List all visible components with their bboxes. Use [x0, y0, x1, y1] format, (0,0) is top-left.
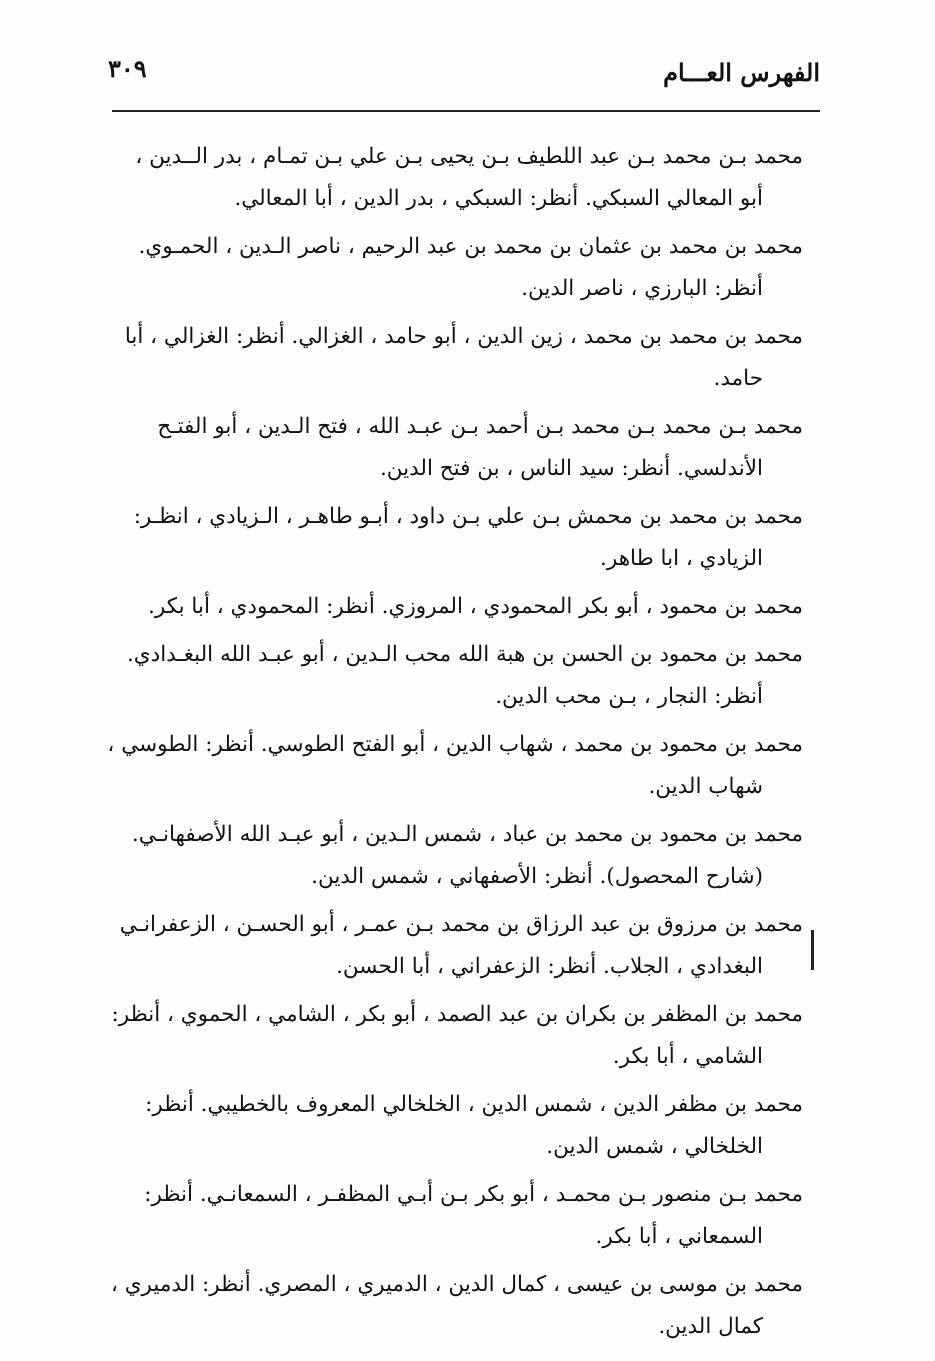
entry-continuation-line: شهاب الدين. — [648, 774, 763, 799]
index-entry — [123, 634, 803, 718]
running-header — [108, 52, 820, 96]
margin-mark — [811, 930, 814, 970]
entry-line: محمد بن محمود بن محمد ، شهاب الدين ، أبو الفتح الطوسي. أنظر: الطوسي ، — [107, 732, 803, 757]
entry-continuation-line: (شارح المحصول). أنظر: الأصفهاني ، شمس الدين. — [311, 864, 763, 889]
entry-line: محمد بن محمد بن عثمان بن محمد بن عبد الرحيم ، ناصر الـدين ، الحمـوي. — [138, 234, 803, 259]
entry-continuation-line: الشامي ، أبا بكر. — [612, 1044, 763, 1069]
index-entries — [107, 136, 803, 1354]
entry-line: محمد بـن منصور بـن محمـد ، أبو بكر بـن أبـي المظفـر ، السمعانـي. أنظر: — [144, 1182, 803, 1207]
index-entry — [110, 1264, 803, 1348]
entry-continuation-line: البغدادي ، الجلاب. أنظر: الزعفراني ، أبا الحسن. — [336, 954, 763, 979]
entry-line: محمد بن محمود بن محمد بن عباد ، شمس الـدين ، أبو عبـد الله الأصفهانـي. — [131, 822, 803, 847]
entry-continuation-line: أنظر: النجار ، بـن محب الدين. — [495, 684, 763, 709]
entry-continuation-line: الأندلسي. أنظر: سيد الناس ، بن فتح الدين. — [379, 456, 763, 481]
index-entry — [123, 496, 803, 580]
entry-continuation-line: كمال الدين. — [658, 1314, 763, 1339]
index-entry — [123, 1174, 803, 1258]
entry-line: محمد بـن محمد بـن محمد بـن أحمد بـن عبـد الله ، فتح الـدين ، أبو الفتـح — [157, 414, 803, 439]
entry-line: محمد بن مرزوق بن عبد الرزاق بن محمد بـن عمـر ، أبو الحسـن ، الزعفرانـي — [119, 912, 803, 937]
header-rule — [112, 110, 820, 112]
index-entry — [119, 904, 803, 988]
entry-continuation-line: الخلخالي ، شمس الدين. — [546, 1134, 763, 1159]
index-entry — [123, 1084, 803, 1168]
entry-continuation-line: السمعاني ، أبا بكر. — [595, 1224, 763, 1249]
entry-continuation-line: أنظر: البارزي ، ناصر الدين. — [521, 276, 763, 301]
entry-line: محمد بن مظفر الدين ، شمس الدين ، الخلخالي المعروف بالخطيبي. أنظر: — [145, 1092, 803, 1117]
entry-line: محمد بن محمد بن محمش بـن علي بـن داود ، أبـو طاهـر ، الـزيادي ، انظـر: — [133, 504, 803, 529]
index-entry — [123, 406, 803, 490]
entry-line: محمد بـن محمد بـن عبد اللطيف بـن يحيى بـن علي بـن تمـام ، بدر الــدين ، — [135, 144, 803, 169]
entry-continuation-line: حامد. — [713, 366, 763, 391]
entry-line: محمد بن موسى بن عيسى ، كمال الدين ، الدميري ، المصري. أنظر: الدميري ، — [110, 1272, 803, 1297]
index-entry — [123, 226, 803, 310]
index-entry — [123, 136, 803, 220]
entry-continuation-line: الزيادي ، ابا طاهر. — [600, 546, 763, 571]
entry-line: محمد بن محمد بن محمد ، زين الدين ، أبو حامد ، الغزالي. أنظر: الغزالي ، أبا — [124, 324, 803, 349]
page-number: ٣٠٩ — [108, 54, 147, 83]
index-entry — [107, 724, 803, 808]
entry-line: محمد بن محمود ، أبو بكر المحمودي ، المروزي. أنظر: المحمودي ، أبا بكر. — [148, 594, 803, 619]
entry-continuation-line: أبو المعالي السبكي. أنظر: السبكي ، بدر الدين ، أبا المعالي. — [234, 186, 763, 211]
index-entry — [123, 586, 803, 628]
entry-line: محمد بن المظفر بن بكران بن عبد الصمد ، أبو بكر ، الشامي ، الحموي ، أنظر: — [111, 1002, 803, 1027]
index-entry — [123, 316, 803, 400]
index-entry — [111, 994, 803, 1078]
header-title: الفهرس العـــام — [663, 58, 820, 87]
index-entry — [123, 814, 803, 898]
entry-line: محمد بن محمود بن الحسن بن هبة الله محب الـدين ، أبو عبـد الله البغـدادي. — [126, 642, 803, 667]
